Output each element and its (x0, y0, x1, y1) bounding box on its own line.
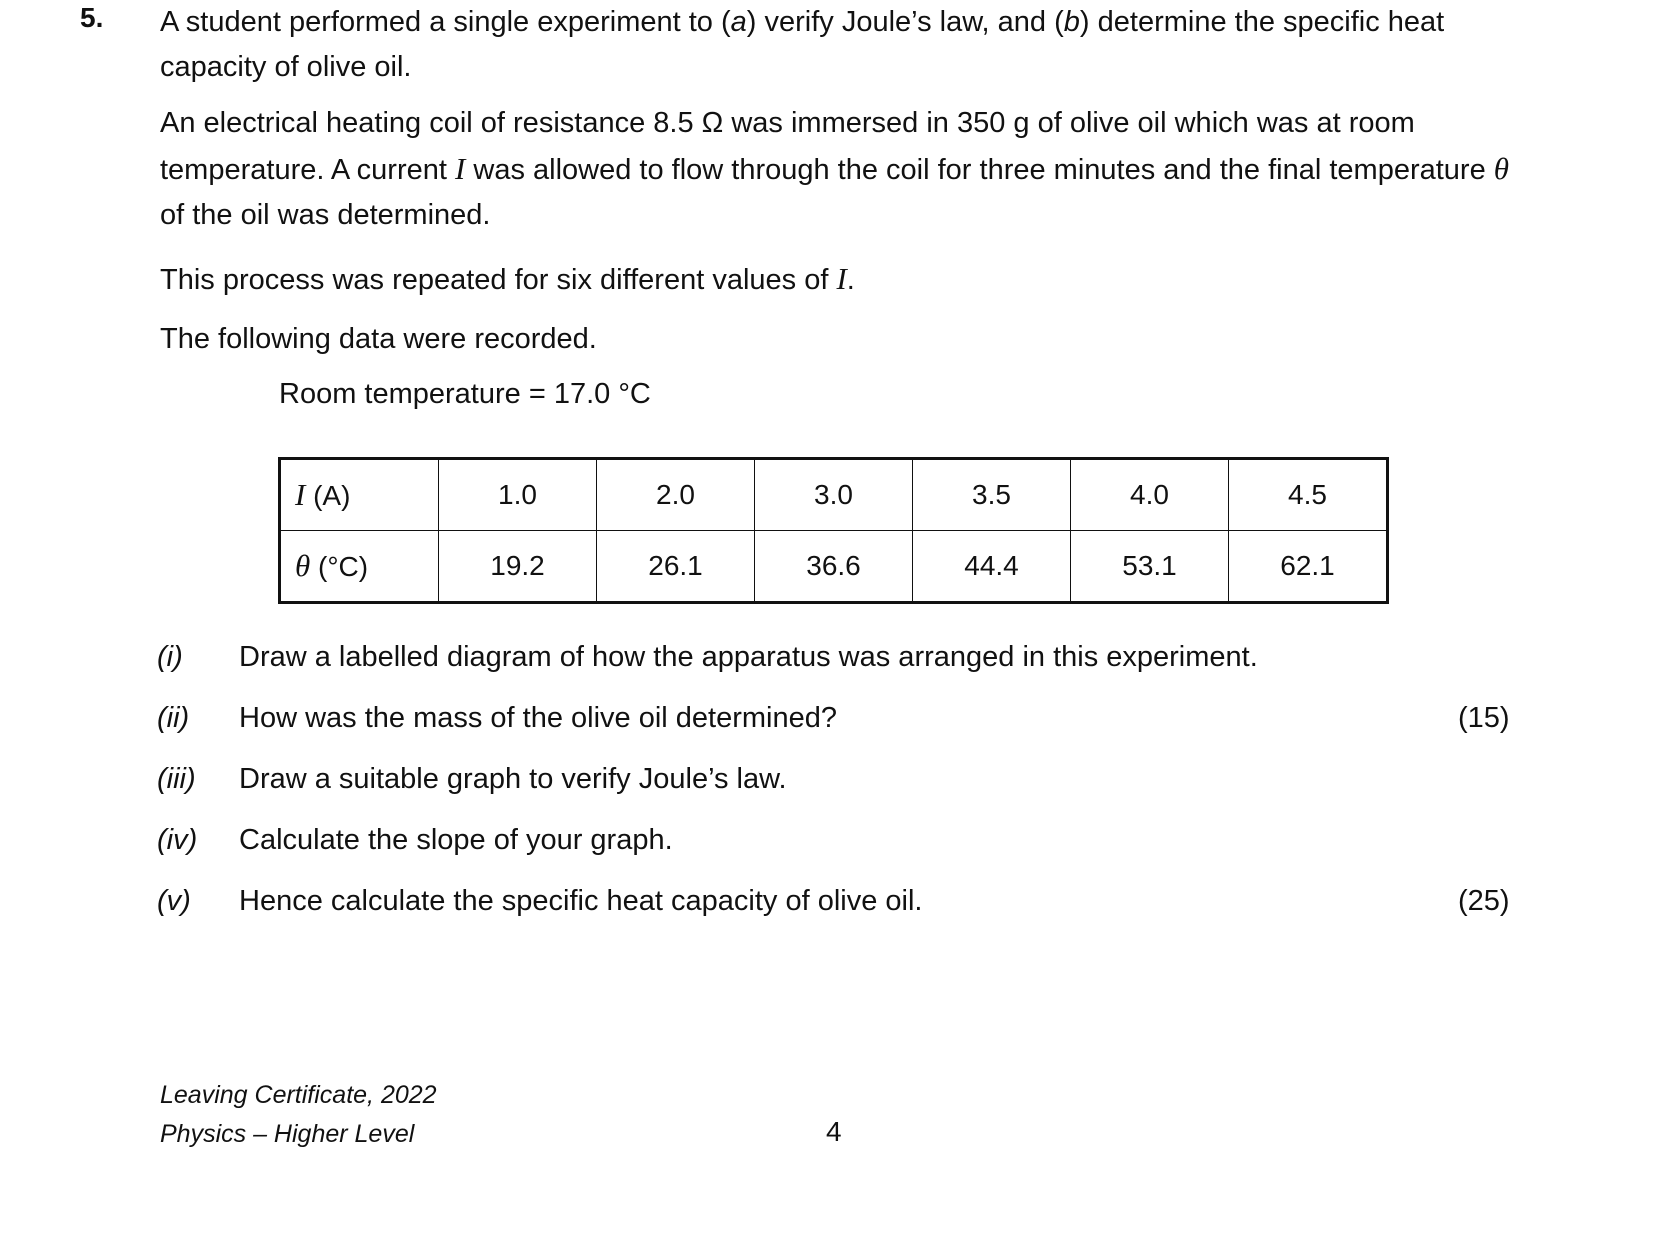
intro-text-2: ) verify Joule’s law, and ( (746, 6, 1064, 38)
intro-part-b: b (1063, 6, 1080, 38)
part-text: Calculate the slope of your graph. (239, 824, 673, 856)
part-text: How was the mass of the olive oil determined? (239, 702, 838, 734)
part-text: Hence calculate the specific heat capacity of olive oil. (239, 885, 923, 917)
theta-symbol: θ (1493, 151, 1509, 186)
intro-paragraph (160, 0, 1540, 90)
intro-text-3: ) determine the specific heat capacity of olive oil. (160, 6, 1445, 83)
table-row-temperature (280, 531, 1388, 603)
table-cell: 53.1 (1071, 531, 1229, 603)
repeat-paragraph (160, 256, 1540, 303)
table-cell: 26.1 (597, 531, 755, 603)
table-cell: 62.1 (1229, 531, 1388, 603)
table-cell: 1.0 (439, 459, 597, 531)
intro-text-1: A student performed a single experiment to ( (160, 6, 731, 38)
setup-paragraph (160, 101, 1520, 238)
part-ii (157, 702, 837, 735)
table-cell: 2.0 (597, 459, 755, 531)
part-label: (ii) (157, 702, 190, 734)
room-temperature: Room temperature = 17.0 °C (279, 378, 651, 410)
theta-var: θ (295, 548, 311, 583)
table-row-current (280, 459, 1388, 531)
setup-text-3: of the oil was determined. (160, 199, 491, 231)
part-label: (v) (157, 885, 191, 917)
question-number: 5. (80, 2, 104, 33)
setup-text-2: was allowed to flow through the coil for three minutes and the final temperature (465, 154, 1494, 186)
table-cell: 3.5 (913, 459, 1071, 531)
current-symbol: I (454, 151, 466, 186)
table-cell: 44.4 (913, 531, 1071, 603)
current-symbol-2: I (836, 261, 847, 296)
part-label: (i) (157, 641, 183, 673)
data-table (278, 457, 1389, 604)
setup-text-1: An electrical heating coil of resistance 8.5 Ω was immersed in 350 g of olive oil which was at room temperature. A current (160, 107, 1415, 186)
part-text: Draw a suitable graph to verify Joule’s law. (239, 763, 787, 795)
repeat-text: This process was repeated for six different values of (160, 264, 837, 296)
current-unit: (A) (305, 480, 351, 511)
row-header-temperature (280, 531, 439, 603)
temperature-unit: (°C) (310, 551, 369, 582)
table-cell: 3.0 (755, 459, 913, 531)
data-intro: The following data were recorded. (160, 323, 597, 355)
part-iii (157, 763, 787, 796)
part-label: (iv) (157, 824, 198, 856)
part-iv (157, 824, 673, 857)
page-number: 4 (826, 1116, 842, 1147)
marks-25: (25) (1458, 885, 1510, 917)
footer-exam: Leaving Certificate, 2022 (160, 1081, 437, 1109)
row-header-current (280, 459, 439, 531)
intro-part-a: a (730, 6, 747, 38)
footer-subject: Physics – Higher Level (160, 1120, 415, 1148)
table-cell: 4.0 (1071, 459, 1229, 531)
repeat-period: . (846, 264, 855, 296)
table-cell: 19.2 (439, 531, 597, 603)
part-i (157, 641, 1258, 674)
table-cell: 4.5 (1229, 459, 1388, 531)
part-v (157, 885, 922, 918)
marks-15: (15) (1458, 702, 1510, 734)
part-label: (iii) (157, 763, 196, 795)
current-var: I (295, 477, 306, 512)
part-text: Draw a labelled diagram of how the apparatus was arranged in this experiment. (239, 641, 1258, 673)
table-cell: 36.6 (755, 531, 913, 603)
